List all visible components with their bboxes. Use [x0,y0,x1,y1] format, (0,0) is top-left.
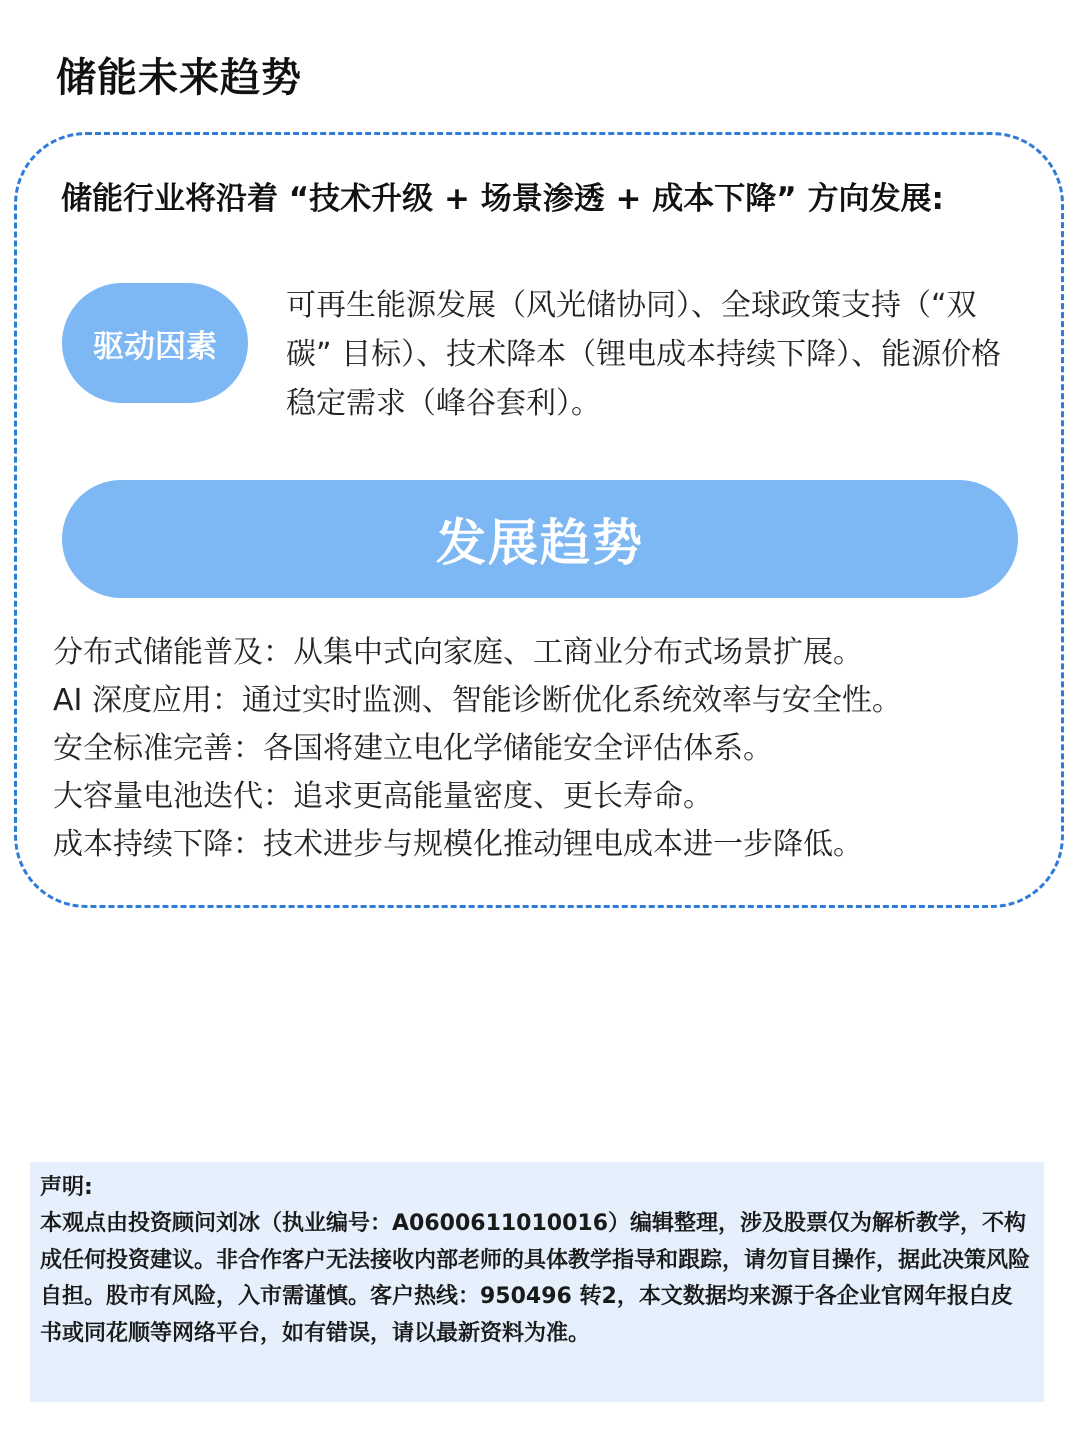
trend-banner-label: 发展趋势 [436,514,644,572]
list-item: AI 深度应用：通过实时监测、智能诊断优化系统效率与安全性。 [53,683,902,718]
card-heading: 储能行业将沿着 “技术升级 + 场景渗透 + 成本下降” 方向发展: [61,181,944,217]
list-item: 分布式储能普及：从集中式向家庭、工商业分布式场景扩展。 [53,635,863,670]
list-item: 大容量电池迭代：追求更高能量密度、更长寿命。 [53,779,713,814]
driver-factor-label: 驱动因素 [93,328,217,365]
disclaimer-title: 声明: [40,1175,93,1200]
trend-card [14,132,1064,908]
list-item: 成本持续下降：技术进步与规模化推动锂电成本进一步降低。 [53,827,863,862]
page-title: 储能未来趋势 [56,55,302,101]
disclaimer-box [30,1162,1044,1402]
driver-factor-text: 可再生能源发展（风光储协同）、全球政策支持（“双碳” 目标）、技术降本（锂电成本持续下降）、能源价格稳定需求（峰谷套利）。 [286,288,1002,421]
driver-factor-badge [62,283,248,403]
trend-list [53,629,1043,869]
trend-banner [62,480,1018,598]
disclaimer-body: 本观点由投资顾问刘冰（执业编号：A0600611010016）编辑整理，涉及股票仅为解析教学，不构成任何投资建议。非合作客户无法接收内部老师的具体教学指导和跟踪，请勿盲目操作，据此决策风险自担。股市有风险，入市需谨慎。客户热线：950496 转2，本文数据均来源于各企业官网年报白皮书或同花顺等网络平台，如有错误，请以最新资料为准。 [40,1211,1031,1346]
list-item: 安全标准完善：各国将建立电化学储能安全评估体系。 [53,731,773,766]
